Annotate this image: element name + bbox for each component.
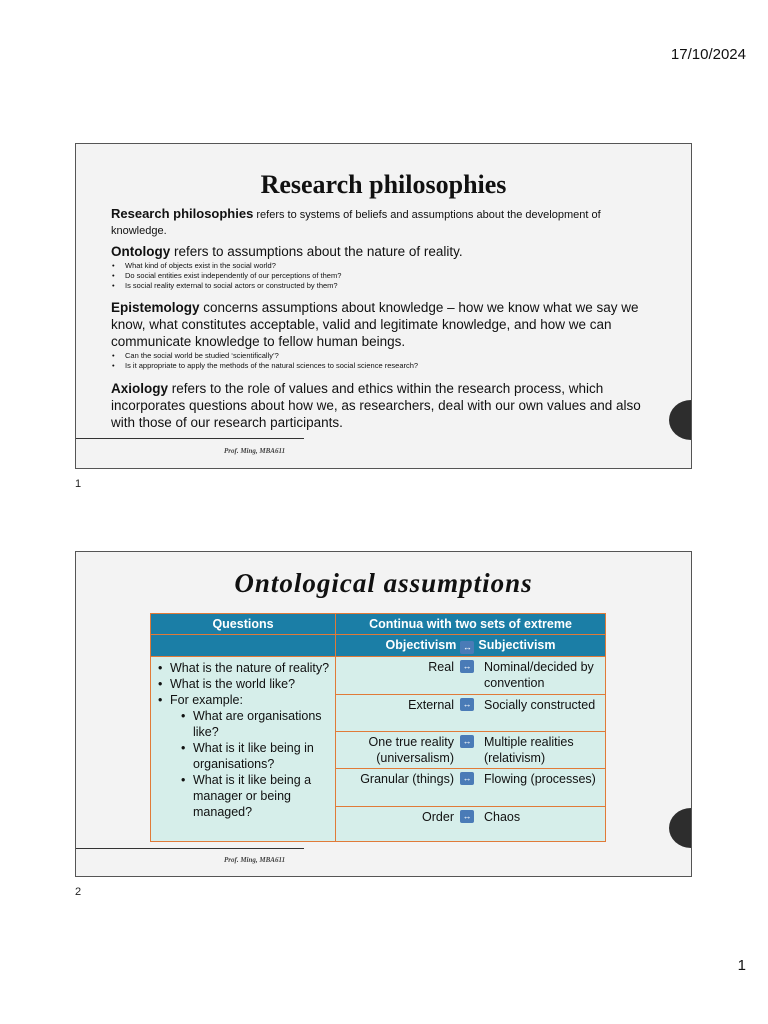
epistemology-term: Epistemology [111, 300, 200, 315]
pair-left: External [408, 698, 454, 712]
intro-paragraph [111, 206, 651, 239]
epistemology-paragraph [111, 299, 651, 350]
list-item: • Can the social world be studied ‘scientifically’? [111, 351, 651, 361]
pair-row [336, 732, 605, 769]
pair-row [336, 807, 605, 841]
list-item: • What kind of objects exist in the social world? [111, 261, 651, 271]
list-item: • Do social entities exist independently of our perceptions of them? [111, 271, 651, 281]
subjectivism-label: Subjectivism [478, 638, 556, 652]
double-arrow-icon: ↔ [460, 660, 474, 673]
continua-header: Continua with two sets of extreme [336, 614, 606, 635]
extremes-subheader [336, 635, 606, 657]
double-arrow-icon: ↔ [460, 698, 474, 711]
list-item: • What is the nature of reality? [155, 660, 331, 676]
questions-cell [151, 657, 336, 842]
slide-footer: Prof. Ming, MBA611 [224, 447, 286, 455]
axiology-paragraph [111, 380, 651, 431]
pair-row [336, 769, 605, 807]
decorative-circle [669, 400, 692, 440]
pair-row [336, 657, 605, 695]
list-item: • Is social reality external to social actors or constructed by them? [111, 281, 651, 291]
double-arrow-icon: ↔ [460, 641, 474, 654]
footer-divider [76, 848, 304, 849]
ontology-paragraph [111, 243, 651, 260]
pair-left: Granular (things) [360, 772, 454, 786]
slide-number: 2 [75, 886, 82, 898]
pair-left: Order [422, 810, 454, 824]
slide-number: 1 [75, 478, 82, 490]
footer-divider [76, 438, 304, 439]
list-item: • For example: [155, 692, 331, 708]
intro-text: refers to systems of beliefs and assumptions about the development of knowledge. [111, 209, 601, 237]
slide-research-philosophies [75, 143, 692, 469]
list-item: • What is the world like? [155, 676, 331, 692]
epistemology-bullets [111, 351, 651, 371]
ontology-term: Ontology [111, 244, 171, 259]
intro-term: Research philosophies [111, 206, 254, 221]
slide-title: Research philosophies [260, 170, 507, 199]
slide-ontological-assumptions [75, 551, 692, 877]
questions-list [155, 660, 331, 820]
pair-right: Nominal/decided by convention [484, 660, 594, 690]
table-subheader-row [151, 635, 606, 657]
table-header-row [151, 614, 606, 635]
ontology-table [150, 613, 606, 842]
double-arrow-icon: ↔ [460, 810, 474, 823]
pair-row [336, 695, 605, 732]
pair-right: Multiple realities (relativism) [484, 735, 574, 765]
double-arrow-icon: ↔ [460, 772, 474, 785]
objectivism-label: Objectivism [385, 638, 457, 652]
pair-left: Real [428, 660, 454, 674]
pair-left: One true reality (universalism) [368, 735, 454, 765]
blank-subheader [151, 635, 336, 657]
pairs-cell [336, 657, 606, 842]
axiology-text: refers to the role of values and ethics within the research process, which incorporates questions about how we, as researchers, deal with our own values and also with those of our research participants. [111, 381, 641, 430]
pair-right: Socially constructed [484, 698, 596, 712]
list-item: • What is it like being in organisations? [155, 740, 331, 772]
decorative-circle [669, 808, 692, 848]
slide-body [111, 206, 651, 431]
epistemology-text: concerns assumptions about knowledge – how we know what we say we know, what constitutes acceptable, valid and legitimate knowledge, and how we can communicate knowledge to fellow human beings. [111, 300, 639, 349]
slide-footer: Prof. Ming, MBA611 [224, 856, 286, 864]
list-item: • What is it like being a manager or being managed? [155, 772, 331, 820]
questions-header: Questions [151, 614, 336, 635]
page-number: 1 [737, 957, 746, 974]
list-item: • What are organisations like? [155, 708, 331, 740]
pair-right: Chaos [484, 810, 521, 824]
page-date: 17/10/2024 [670, 46, 746, 63]
table-row [151, 657, 606, 842]
ontology-bullets [111, 261, 651, 291]
slide-title: Ontological assumptions [234, 568, 533, 598]
ontology-text: refers to assumptions about the nature of reality. [170, 244, 463, 259]
double-arrow-icon: ↔ [460, 735, 474, 748]
list-item: • Is it appropriate to apply the methods of the natural sciences to social science research? [111, 361, 651, 371]
pair-right: Flowing (processes) [484, 772, 596, 786]
axiology-term: Axiology [111, 381, 169, 396]
